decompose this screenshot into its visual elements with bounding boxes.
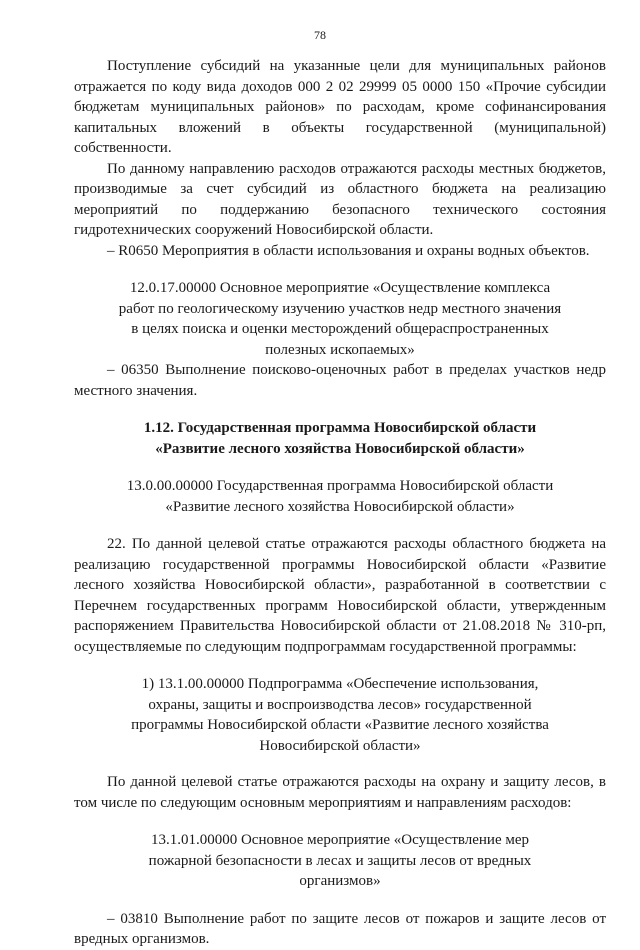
expense-item-06350: – 06350 Выполнение поисково-оценочных работ в пределах участков недр местного значения. [74, 362, 606, 399]
page-number: 78 [314, 28, 326, 42]
expense-item-03810: – 03810 Выполнение работ по защите лесов от пожаров и защите лесов от вредных организмов. [74, 910, 606, 947]
heading-program-13-0-00: 13.0.00.00000 Государственная программа Новосибирской области «Развитие лесного хозяйства Новосибирской области» [126, 478, 554, 515]
paragraph-subsidy-receipt: Поступление субсидий на указанные цели для муниципальных районов отражается по коду вида доходов 000 2 02 29999 05 0000 150 «Прочие субсидии бюджетам муниципальных районов» по расходам, кроме софинансирования капитальных вложений в объекты государственной (муниципальной) собственности. [74, 58, 606, 156]
heading-subprogram-13-1-00: 1) 13.1.00.00000 Подпрограмма «Обеспечение использования, охраны, защиты и воспроизводства лесов» государственной программы Новосибирской области «Развитие лесного хозяйства Новосибирской области» [131, 676, 549, 754]
paragraph-local-budget-expenses: По данному направлению расходов отражаются расходы местных бюджетов, производимые за счет субсидий из областного бюджета на реализацию мероприятий по поддержанию безопасного технического состояния гидротехнических сооружений Новосибирской области. [74, 160, 606, 238]
section-title-line-1: 1.12. Государственная программа Новосибирской области [143, 420, 537, 436]
heading-main-activity-12-0-17: 12.0.17.00000 Основное мероприятие «Осуществление комплекса работ по геологическому изучению участков недр местного значения в целях поиска и оценки месторождений общераспространенных полезных ископаемых» [118, 280, 562, 358]
paragraph-target-article-22: 22. По данной целевой статье отражаются расходы областного бюджета на реализацию государственной программы Новосибирской области «Развитие лесного хозяйства Новосибирской области», разработанной в соответствии с Перечнем государственных программ Новосибирской области, утвержденным распоряжением Правительства Новосибирской области от 21.08.2018 № 310-рп, осуществляемые по следующим подпрограммам государственной программы: [74, 536, 606, 655]
paragraph-forest-protection: По данной целевой статье отражаются расходы на охрану и защиту лесов, в том числе по следующим основным мероприятиям и направлениям расходов: [74, 774, 606, 811]
section-title-line-2: «Развитие лесного хозяйства Новосибирской области» [155, 440, 525, 457]
page-content [74, 56, 606, 950]
heading-main-activity-13-1-01: 13.1.01.00000 Основное мероприятие «Осуществление мер пожарной безопасности в лесах и защиты лесов от вредных организмов» [148, 832, 532, 889]
expense-item-r0650: – R0650 Мероприятия в области использования и охраны водных объектов. [107, 242, 590, 259]
